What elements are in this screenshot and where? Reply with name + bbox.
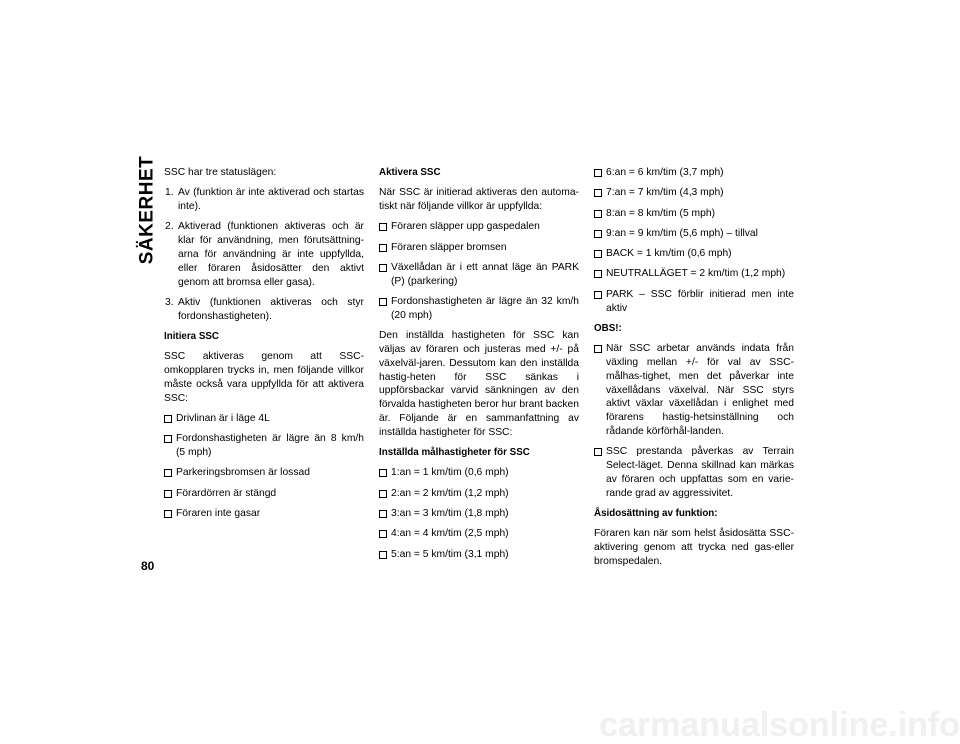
checkbox-bullet-icon [379,530,387,538]
list-item [164,220,364,289]
bullet-text: Föraren släpper bromsen [391,241,507,253]
bullet-text: Drivlinan är i läge 4L [176,412,270,424]
checkbox-bullet-icon [164,415,172,423]
bullet-text: BACK = 1 km/tim (0,6 mph) [606,248,732,260]
section-heading-initiate: Initiera SSC [164,330,219,342]
list-text: Av (funktion är inte aktiverad och startas inte). [178,187,364,213]
bullet-item [594,227,794,241]
bullet-item [594,288,794,316]
list-item [164,186,364,214]
watermark-text: carmanualsonline.info [599,706,960,744]
section-tab-label: SÄKERHET [136,155,158,265]
checkbox-bullet-icon [379,490,387,498]
checkbox-bullet-icon [594,169,602,177]
bullet-item [164,466,364,480]
bullet-item [594,445,794,500]
list-number: 2. [165,221,174,233]
status-intro: SSC har tre statuslägen: [164,167,277,178]
bullet-text: Växellådan är i ett annat läge än PARK (P) (parkering) [391,261,579,287]
bullet-item [379,527,579,541]
bullet-text: Fordonshastigheten är lägre än 8 km/h (5 mph) [176,433,364,459]
page-number: 80 [141,559,155,573]
checkbox-bullet-icon [164,435,172,443]
checkbox-bullet-icon [594,250,602,258]
bullet-text: 6:an = 6 km/tim (3,7 mph) [606,167,724,178]
checkbox-bullet-icon [379,223,387,231]
list-number: 1. [165,187,174,199]
checkbox-bullet-icon [594,345,602,353]
bullet-text: När SSC arbetar används indata från växling mellan +/- för val av SSC-målhas-tighet, men det påverkar inte växellådans växelval. När SSC styrs aktivt växlar växellådan i enlighet med förarens hastig-hetsinställning och rådande körförhål-landen. [606,343,794,437]
bullet-text: Föraren släpper upp gaspedalen [391,221,540,233]
bullet-text: 2:an = 2 km/tim (1,2 mph) [391,487,509,499]
bullet-item [164,507,364,521]
bullet-text: 5:an = 5 km/tim (3,1 mph) [391,548,509,560]
checkbox-bullet-icon [379,264,387,272]
checkbox-bullet-icon [379,551,387,559]
checkbox-bullet-icon [594,448,602,456]
bullet-item [379,261,579,289]
bullet-item [379,507,579,521]
bullet-text: 4:an = 4 km/tim (2,5 mph) [391,528,509,540]
bullet-item [594,342,794,439]
checkbox-bullet-icon [164,469,172,477]
checkbox-bullet-icon [594,210,602,218]
bullet-item [379,295,579,323]
bullet-item [594,247,794,261]
bullet-item [164,412,364,426]
checkbox-bullet-icon [164,490,172,498]
bullet-text: Fordonshastigheten är lägre än 32 km/h (20 mph) [391,296,579,321]
checkbox-bullet-icon [164,510,172,518]
bullet-item [594,186,794,200]
activate-paragraph: När SSC är initierad aktiveras den automa-tiskt när följande villkor är uppfyllda: [379,187,579,213]
initiate-paragraph: SSC aktiveras genom att SSC-omkopplaren trycks in, men följande villkor måste också vara uppfyllda för att aktivera SSC: [164,351,364,404]
bullet-item [594,267,794,281]
list-number: 3. [165,296,174,308]
watermark [599,700,960,744]
checkbox-bullet-icon [594,230,602,238]
bullet-item [594,166,794,180]
bullet-text: 1:an = 1 km/tim (0,6 mph) [391,467,509,479]
bullet-text: NEUTRALLÄGET = 2 km/tim (1,2 mph) [606,268,786,280]
speed-paragraph: Den inställda hastigheten för SSC kan väljas av föraren och justeras med +/- på växelväl-jaren. Dessutom kan den inställda hastig-heten för SSC sänkas i uppförsbackar varvid sänkningen av den förvalda hastigheten beror hur brant backen är. Följande är en sammanfattning av inställda hastigheter för SSC: [379,330,579,438]
bullet-item [379,487,579,501]
checkbox-bullet-icon [594,270,602,278]
bullet-item [379,220,579,234]
column-3 [594,166,794,575]
bullet-item [594,207,794,221]
bullet-text: Parkeringsbromsen är lossad [176,467,310,479]
section-heading-override: Åsidosättning av funktion: [594,507,718,519]
bullet-item [379,241,579,255]
bullet-text: 3:an = 3 km/tim (1,8 mph) [391,507,509,519]
column-1 [164,166,364,527]
section-heading-target-speeds: Inställda målhastigheter för SSC [379,447,530,459]
checkbox-bullet-icon [379,469,387,477]
override-paragraph: Föraren kan när som helst åsidosätta SSC-aktivering genom att trycka ned gas-eller bromspedalen. [594,528,794,567]
checkbox-bullet-icon [594,291,602,299]
list-text: Aktiv (funktionen aktiveras och styr fordonshastigheten). [178,296,364,322]
section-tab [135,155,159,265]
bullet-text: 8:an = 8 km/tim (5 mph) [606,207,716,219]
bullet-text: Förardörren är stängd [176,487,277,499]
bullet-text: SSC prestanda påverkas av Terrain Select-läget. Denna skillnad kan märkas av föraren och uppfattas som en varie-rande grad av aggressivitet. [606,446,794,499]
bullet-item [164,487,364,501]
list-text: Aktiverad (funktionen aktiveras och är klar för användning, men förutsättning-arna för användning är inte uppfyllda, eller föraren åsidosätter den aktivt genom att bromsa eller gasa). [178,221,364,288]
column-2 [379,166,579,568]
bullet-text: Föraren inte gasar [176,507,261,519]
checkbox-bullet-icon [379,244,387,252]
checkbox-bullet-icon [379,510,387,518]
list-item [164,296,364,324]
checkbox-bullet-icon [379,298,387,306]
bullet-item [164,432,364,460]
checkbox-bullet-icon [594,189,602,197]
bullet-text: 7:an = 7 km/tim (4,3 mph) [606,187,724,199]
bullet-item [379,466,579,480]
bullet-item [379,548,579,562]
section-heading-note: OBS!: [594,322,622,334]
bullet-text: PARK – SSC förblir initierad men inte aktiv [606,288,794,314]
bullet-text: 9:an = 9 km/tim (5,6 mph) – tillval [606,227,758,239]
section-heading-activate: Aktivera SSC [379,167,441,178]
